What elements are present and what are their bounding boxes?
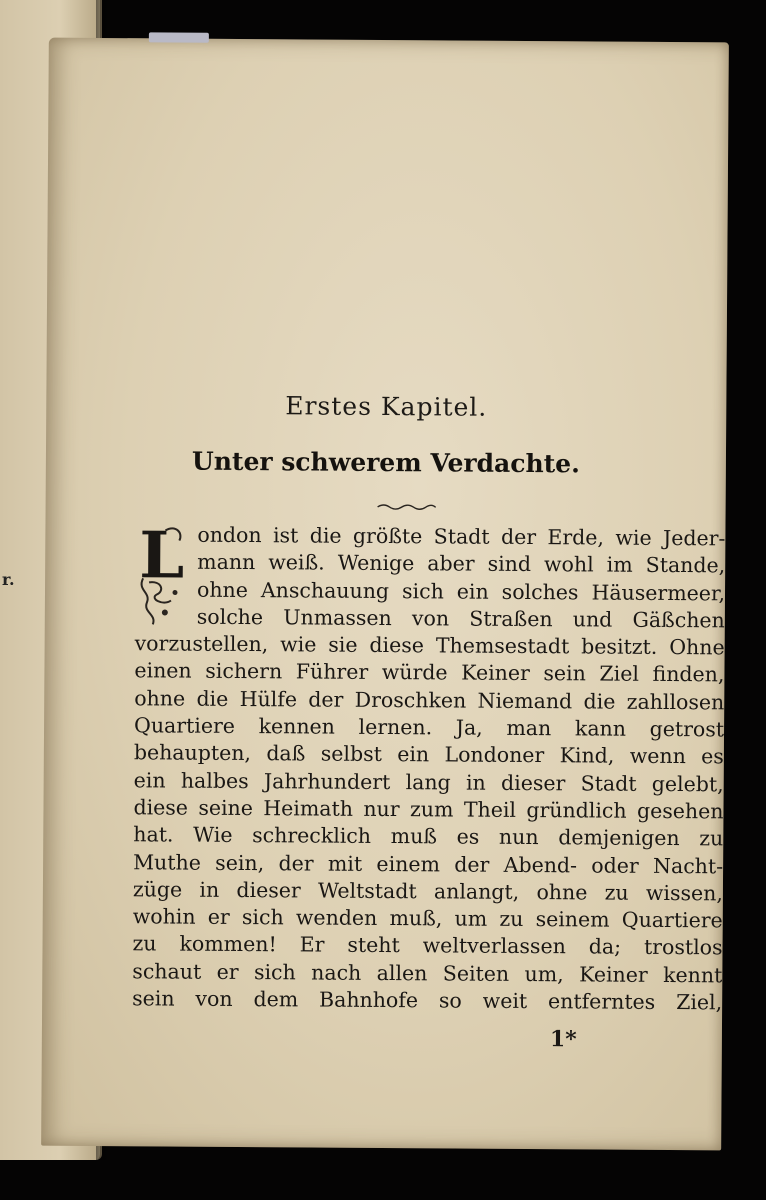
page-signature: 1*: [549, 1026, 577, 1053]
body-text: [132, 521, 725, 1016]
text-line: ein halbes Jahrhundert lang in dieser Stadt gelebt,: [133, 767, 724, 797]
page-tab: [149, 32, 209, 42]
chapter-heading: Erstes Kapitel.: [285, 391, 488, 422]
margin-mark: r.: [2, 570, 15, 589]
text-line: mann weiß. Wenige aber sind wohl im Stande,: [197, 549, 726, 578]
text-line: züge in dieser Weltstadt anlangt, ohne zu wissen,: [132, 877, 724, 906]
text-line: sein von dem Bahnhofe so weit entferntes Ziel,: [132, 986, 723, 1015]
text-line: einen sichern Führer würde Keiner sein Ziel finden,: [134, 658, 725, 687]
text-line: vorzustellen, wie sie diese Themsestadt besitzt. Ohne: [134, 631, 725, 660]
ornament-rule: [376, 502, 438, 512]
text-line: ohne Anschauung sich ein solches Häusermeer,: [196, 577, 726, 605]
text-line: ohne die Hülfe der Droschken Niemand die zahllosen: [134, 686, 725, 715]
drop-cap-letter: L: [138, 518, 185, 594]
text-line: hat. Wie schrecklich muß es nun demjenigen zu: [133, 822, 724, 851]
text-line: behaupten, daß selbst ein Londoner Kind, wenn es: [133, 740, 724, 769]
text-line: schaut er sich nach allen Seiten um, Keiner kennt: [132, 958, 723, 988]
text-line: zu kommen! Er steht weltverlassen da; trostlos: [132, 931, 723, 960]
text-line: Quartiere kennen lernen. Ja, man kann getrost: [133, 713, 725, 742]
text-line: diese seine Heimath nur zum Theil gründlich gesehen: [133, 795, 724, 824]
text-line: wohin er sich wenden muß, um zu seinem Quartiere: [132, 904, 723, 933]
chapter-title: Unter schwerem Verdachte.: [191, 446, 580, 479]
book-page: [41, 38, 729, 1151]
text-line: Muthe sein, der mit einem der Abend- oder Nacht-: [133, 849, 724, 878]
text-line: solche Unmassen von Straßen und Gäßchen: [196, 604, 725, 633]
text-line: ondon ist die größte Stadt der Erde, wie Jeder-: [197, 522, 726, 551]
